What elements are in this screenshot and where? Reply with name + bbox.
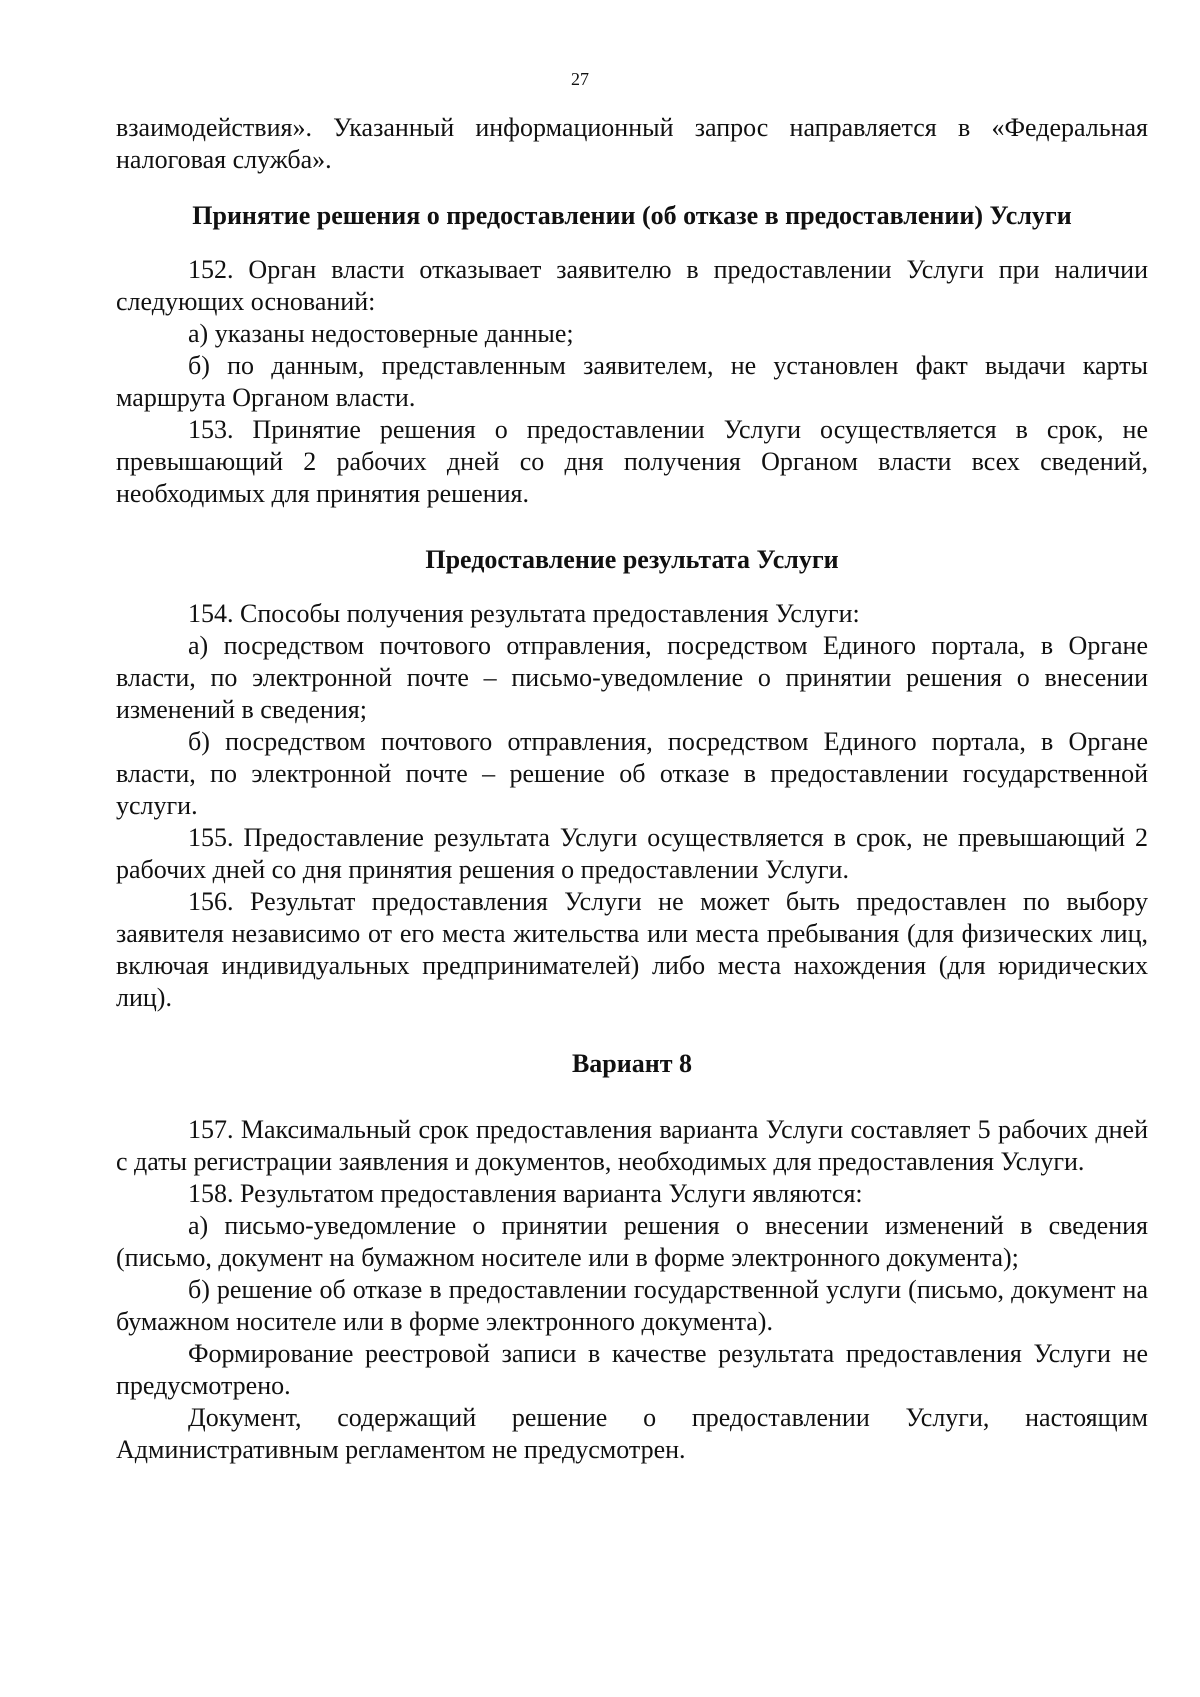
page-number: 27 xyxy=(571,69,589,89)
paragraph: б) по данным, представленным заявителем, не установлен факт выдачи карты маршрута Органом власти. xyxy=(116,351,1148,412)
paragraph: Документ, содержащий решение о предоставлении Услуги, настоящим Административным регламентом не предусмотрен. xyxy=(116,1403,1148,1464)
paragraph: б) решение об отказе в предоставлении государственной услуги (письмо, документ на бумажном носителе или в форме электронного документа). xyxy=(116,1275,1148,1336)
paragraph: а) посредством почтового отправления, посредством Единого портала, в Органе власти, по электронной почте – письмо-уведомление о принятии решения о внесении изменений в сведения; xyxy=(116,631,1148,724)
document-body xyxy=(116,112,1148,1466)
paragraph: 153. Принятие решения о предоставлении Услуги осуществляется в срок, не превышающий 2 рабочих дней со дня получения Органом власти всех сведений, необходимых для принятия решения. xyxy=(116,415,1148,508)
paragraph: 158. Результатом предоставления варианта Услуги являются: xyxy=(188,1179,863,1208)
paragraph: взаимодействия». Указанный информационный запрос направляется в «Федеральная налоговая служба». xyxy=(116,113,1148,174)
paragraph: 155. Предоставление результата Услуги осуществляется в срок, не превышающий 2 рабочих дней со дня принятия решения о предоставлении Услуги. xyxy=(116,823,1148,884)
paragraph: 157. Максимальный срок предоставления варианта Услуги составляет 5 рабочих дней с даты регистрации заявления и документов, необходимых для предоставления Услуги. xyxy=(116,1115,1148,1176)
section-heading: Принятие решения о предоставлении (об отказе в предоставлении) Услуги xyxy=(192,201,1072,230)
section-heading: Предоставление результата Услуги xyxy=(425,545,839,574)
paragraph: а) письмо-уведомление о принятии решения о внесении изменений в сведения (письмо, документ на бумажном носителе или в форме электронного документа); xyxy=(116,1211,1148,1272)
paragraph: а) указаны недостоверные данные; xyxy=(188,319,574,348)
section-heading: Вариант 8 xyxy=(571,1049,693,1078)
paragraph: 156. Результат предоставления Услуги не может быть предоставлен по выбору заявителя независимо от его места жительства или места пребывания (для физических лиц, включая индивидуальных предпринимателей) либо места нахождения (для юридических лиц). xyxy=(116,887,1148,1012)
paragraph: Формирование реестровой записи в качестве результата предоставления Услуги не предусмотрено. xyxy=(116,1339,1148,1400)
paragraph: 152. Орган власти отказывает заявителю в предоставлении Услуги при наличии следующих оснований: xyxy=(116,255,1148,316)
paragraph: 154. Способы получения результата предоставления Услуги: xyxy=(188,599,860,628)
paragraph: б) посредством почтового отправления, посредством Единого портала, в Органе власти, по электронной почте – решение об отказе в предоставлении государственной услуги. xyxy=(116,727,1148,820)
